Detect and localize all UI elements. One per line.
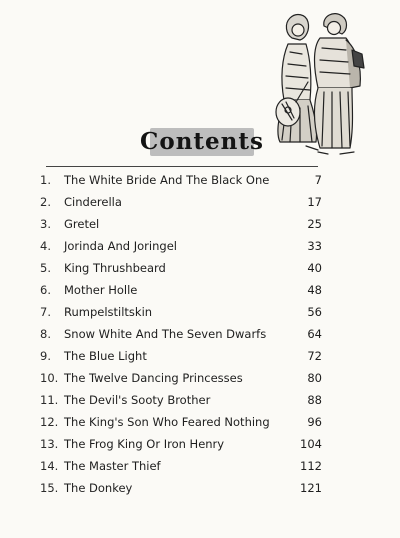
toc-page-number: 72 [307,349,322,363]
toc-page-number: 17 [307,195,322,209]
toc-page-number: 7 [314,173,322,187]
toc-title: The Donkey [64,481,133,495]
toc-number: 1. [40,173,51,187]
toc-page-number: 25 [307,217,322,231]
toc-page-number: 64 [307,327,322,341]
toc-number: 11. [40,393,59,407]
toc-number: 10. [40,371,59,385]
toc-page-number: 80 [307,371,322,385]
toc-title: Jorinda And Joringel [64,239,177,253]
toc-title: The Blue Light [64,349,147,363]
toc-entry [40,192,322,212]
toc-entry [40,324,322,344]
toc-page-number: 40 [307,261,322,275]
toc-entry [40,302,322,322]
divider-rule [46,166,318,167]
toc-entry [40,412,322,432]
toc-entry [40,236,322,256]
toc-number: 3. [40,217,51,231]
toc-page-number: 121 [300,481,322,495]
page-title: Contents [140,127,264,155]
toc-title: Rumpelstiltskin [64,305,153,319]
contents-heading-box [140,124,264,158]
toc-title: The Frog King Or Iron Henry [64,437,225,451]
toc-title: Gretel [64,217,100,231]
toc-entry [40,170,322,190]
toc-page-number: 112 [300,459,322,473]
toc-page-number: 88 [307,393,322,407]
toc-page-number: 56 [307,305,322,319]
toc-page-number: 96 [307,415,322,429]
toc-title: The Devil's Sooty Brother [64,393,211,407]
toc-number: 15. [40,481,59,495]
toc-title: The Master Thief [64,459,161,473]
toc-entry [40,280,322,300]
toc-title: King Thrushbeard [64,261,166,275]
toc-title: Snow White And The Seven Dwarfs [64,327,267,341]
toc-title: The White Bride And The Black One [64,173,270,187]
toc-number: 2. [40,195,51,209]
toc-number: 5. [40,261,51,275]
toc-entry [40,478,322,498]
toc-entry [40,368,322,388]
toc-entry [40,214,322,234]
toc-number: 14. [40,459,59,473]
toc-number: 6. [40,283,51,297]
toc-entry [40,456,322,476]
minstrel-couple-illustration [262,8,368,158]
toc-number: 7. [40,305,51,319]
toc-number: 8. [40,327,51,341]
toc-title: Cinderella [64,195,122,209]
toc-title: The Twelve Dancing Princesses [64,371,243,385]
toc-number: 9. [40,349,51,363]
toc-page-number: 33 [307,239,322,253]
toc-number: 4. [40,239,51,253]
toc-title: The King's Son Who Feared Nothing [64,415,270,429]
toc-entry [40,258,322,278]
toc-page-number: 104 [300,437,322,451]
toc-number: 13. [40,437,59,451]
toc-entry [40,434,322,454]
toc-title: Mother Holle [64,283,138,297]
toc-page-number: 48 [307,283,322,297]
toc-entry [40,390,322,410]
toc-number: 12. [40,415,59,429]
toc-entry [40,346,322,366]
